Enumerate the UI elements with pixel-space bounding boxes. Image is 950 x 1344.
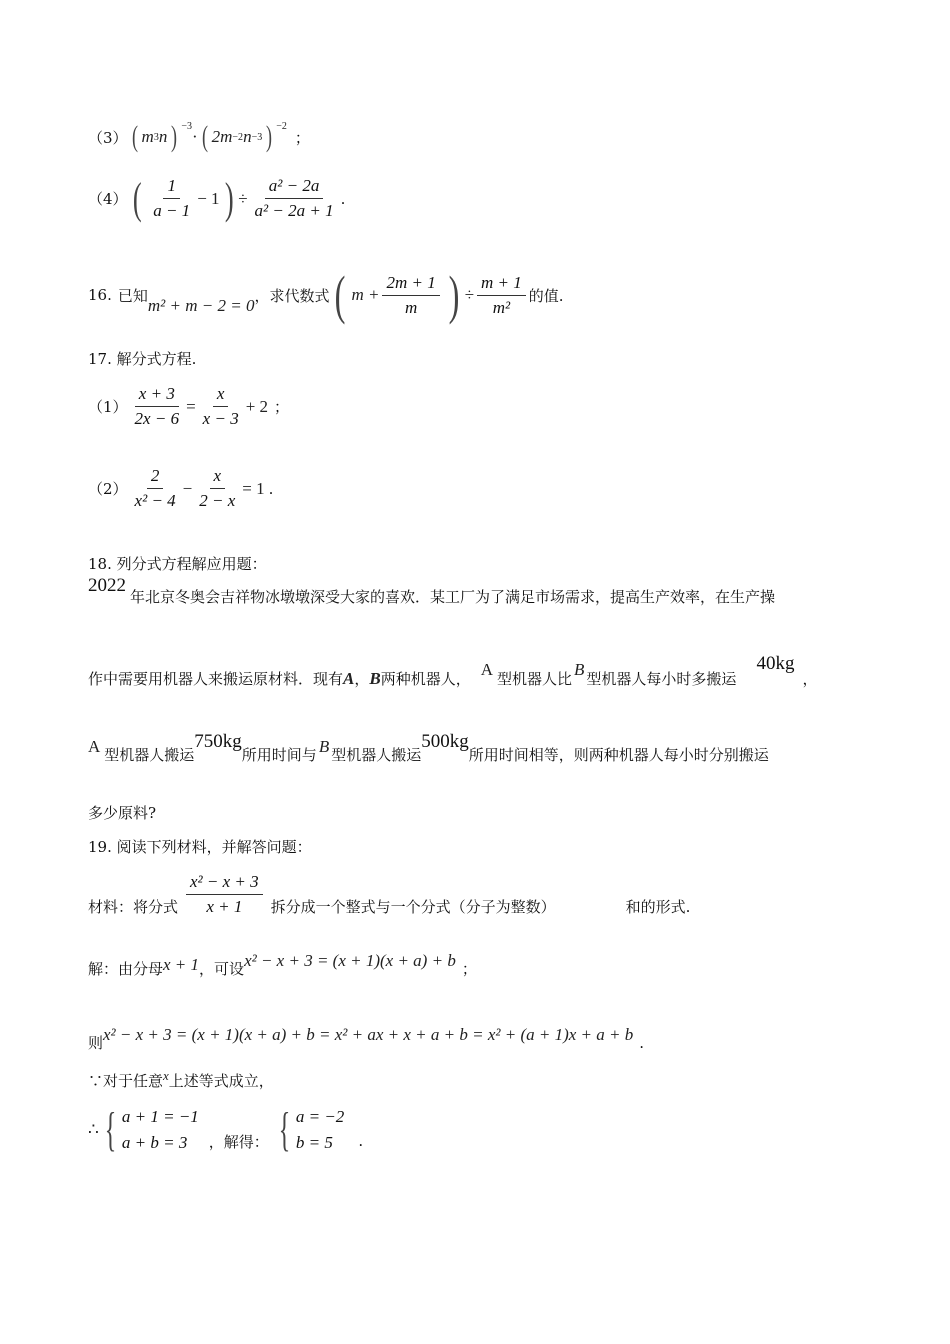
math: m bbox=[141, 127, 154, 146]
paren: ( bbox=[335, 265, 346, 325]
math: 40kg bbox=[756, 652, 795, 674]
fraction bbox=[131, 384, 184, 429]
brace: { bbox=[104, 1103, 117, 1156]
part-label: （3） bbox=[88, 128, 128, 147]
fraction bbox=[149, 176, 194, 221]
q15-part3 bbox=[88, 122, 310, 152]
text: ∵对于任意 bbox=[88, 1072, 164, 1090]
math: A bbox=[343, 668, 355, 688]
math: n bbox=[243, 127, 252, 146]
text: 17. 解分式方程. bbox=[88, 350, 197, 368]
denominator: m bbox=[404, 297, 418, 317]
punct: ； bbox=[274, 398, 290, 416]
math: n bbox=[158, 127, 168, 146]
punct: ， bbox=[354, 670, 370, 688]
math: −3 bbox=[181, 120, 192, 132]
q18-line1 bbox=[88, 574, 776, 607]
equation: a + 1 = −1 bbox=[121, 1107, 199, 1126]
q17-part1 bbox=[88, 384, 289, 429]
text: 已知 bbox=[117, 286, 148, 305]
text: 型机器人每小时多搬运 bbox=[586, 670, 737, 688]
text: 的值. bbox=[528, 286, 564, 305]
text: 材料：将分式 bbox=[88, 898, 179, 916]
fraction bbox=[251, 176, 338, 221]
question-18-title bbox=[88, 553, 267, 574]
math: −2 bbox=[276, 120, 287, 132]
math: · bbox=[191, 127, 198, 146]
math: −3 bbox=[251, 131, 263, 143]
text: 所用时间相等，则两种机器人每小时分别搬运 bbox=[468, 746, 769, 764]
denominator: x² − 4 bbox=[134, 491, 176, 510]
paren: ) bbox=[448, 265, 460, 325]
text: 19. 阅读下列材料，并解答问题： bbox=[88, 838, 312, 856]
text: 拆分成一个整式与一个分式（分子为整数） bbox=[270, 898, 556, 916]
math: ÷ bbox=[464, 285, 475, 304]
q18-line2 bbox=[88, 652, 818, 689]
punct: ； bbox=[461, 960, 477, 978]
paren: ( bbox=[132, 173, 142, 223]
question-16 bbox=[88, 265, 564, 325]
text: 作中需要用机器人来搬运原材料．现有 bbox=[88, 670, 344, 688]
denominator: a − 1 bbox=[153, 201, 191, 220]
q18-line3 bbox=[88, 730, 769, 765]
part-label: （2） bbox=[88, 480, 128, 498]
punct: . bbox=[639, 1033, 645, 1052]
text: 上述等式成立， bbox=[168, 1072, 274, 1090]
text: 所用时间与 bbox=[241, 746, 317, 764]
punct: . bbox=[268, 479, 274, 498]
q17-part2 bbox=[88, 466, 273, 511]
fraction bbox=[131, 466, 180, 511]
equation: b = 5 bbox=[295, 1133, 333, 1152]
text: ，求代数式 bbox=[254, 286, 330, 305]
q19-solution-line1 bbox=[88, 950, 477, 979]
equation: a + b = 3 bbox=[121, 1133, 188, 1152]
punct: ， bbox=[802, 670, 818, 688]
denominator: 2 − x bbox=[199, 491, 236, 510]
question-number: 16. bbox=[88, 286, 112, 304]
math: − bbox=[182, 478, 193, 498]
paren: ) bbox=[224, 173, 234, 223]
numerator: 1 bbox=[163, 176, 180, 199]
denominator: x + 1 bbox=[206, 897, 243, 916]
numerator: x² − x + 3 bbox=[186, 872, 263, 895]
q19-solution-system bbox=[88, 1104, 363, 1156]
q18-line4 bbox=[88, 802, 156, 823]
text: ，解得： bbox=[208, 1132, 269, 1151]
math: = 1 bbox=[242, 478, 265, 498]
question-17-title bbox=[88, 348, 196, 369]
system bbox=[296, 1104, 344, 1156]
question-19-title bbox=[88, 836, 312, 857]
math: x² − x + 3 = (x + 1)(x + a) + b bbox=[244, 950, 456, 970]
math: m² + m − 2 = 0 bbox=[147, 296, 255, 315]
denominator: 2x − 6 bbox=[134, 409, 180, 428]
denominator: m² bbox=[492, 297, 511, 317]
numerator: m + 1 bbox=[477, 273, 526, 296]
math: A bbox=[88, 736, 101, 756]
paren: ) bbox=[171, 120, 178, 153]
math: − 1 bbox=[197, 188, 220, 208]
fraction bbox=[477, 273, 526, 318]
fraction bbox=[382, 273, 439, 318]
fraction bbox=[195, 466, 239, 511]
punct: . bbox=[358, 1132, 364, 1150]
math: + 2 bbox=[245, 396, 269, 416]
text: 则 bbox=[88, 1034, 104, 1052]
math: x² − x + 3 = (x + 1)(x + a) + b = x² + ax + x + a + b = x² + (a + 1)x + a + b bbox=[103, 1024, 634, 1044]
numerator: x bbox=[213, 384, 229, 407]
math: x + 1 bbox=[163, 954, 200, 974]
system bbox=[122, 1104, 199, 1156]
part-label: （4） bbox=[88, 190, 128, 208]
paren: ( bbox=[131, 120, 138, 153]
math: ÷ bbox=[238, 188, 248, 208]
numerator: 2m + 1 bbox=[382, 273, 439, 296]
text: 18. 列分式方程解应用题： bbox=[88, 555, 267, 573]
numerator: a² − 2a bbox=[265, 176, 324, 199]
math: 500kg bbox=[421, 730, 469, 752]
math: B bbox=[369, 668, 381, 688]
math: x bbox=[163, 1067, 169, 1083]
punct: . bbox=[340, 189, 346, 208]
numerator: 2 bbox=[147, 466, 164, 489]
denominator: x − 3 bbox=[202, 409, 239, 428]
text: ，可设 bbox=[199, 960, 245, 978]
text: 解：由分母 bbox=[88, 960, 164, 978]
math: = bbox=[186, 396, 196, 416]
year: 2022 bbox=[88, 574, 126, 596]
q15-part4 bbox=[88, 173, 346, 223]
fraction bbox=[186, 872, 263, 917]
text: 两种机器人， bbox=[380, 670, 471, 688]
brace: { bbox=[278, 1103, 291, 1156]
equation: a = −2 bbox=[295, 1107, 345, 1126]
math: B bbox=[318, 736, 330, 756]
math: 750kg bbox=[194, 730, 242, 752]
q19-solution-line2 bbox=[88, 1016, 644, 1053]
denominator: a² − 2a + 1 bbox=[254, 201, 334, 220]
math: −2 bbox=[232, 131, 244, 143]
text: 型机器人搬运 bbox=[104, 746, 195, 764]
text: 型机器人搬运 bbox=[331, 746, 422, 764]
text: 和的形式. bbox=[625, 898, 691, 916]
numerator: x bbox=[210, 466, 226, 489]
q19-solution-line3 bbox=[88, 1067, 274, 1091]
paren: ) bbox=[266, 120, 273, 153]
math: A bbox=[480, 659, 494, 679]
text: 型机器人比 bbox=[497, 670, 573, 688]
math: B bbox=[574, 659, 585, 679]
part-label: （1） bbox=[88, 398, 128, 416]
punct: ； bbox=[294, 128, 310, 147]
math: m + bbox=[351, 285, 380, 304]
q19-material bbox=[88, 872, 690, 917]
text: 年北京冬奥会吉祥物冰墩墩深受大家的喜欢．某工厂为了满足市场需求，提高生产效率，在生产操 bbox=[130, 588, 776, 606]
fraction bbox=[199, 384, 243, 429]
numerator: x + 3 bbox=[135, 384, 179, 407]
paren: ( bbox=[201, 120, 208, 153]
math: 2m bbox=[211, 127, 233, 146]
math: ∴ bbox=[88, 1120, 99, 1139]
math: 3 bbox=[153, 131, 159, 143]
text: 多少原料? bbox=[88, 804, 157, 822]
